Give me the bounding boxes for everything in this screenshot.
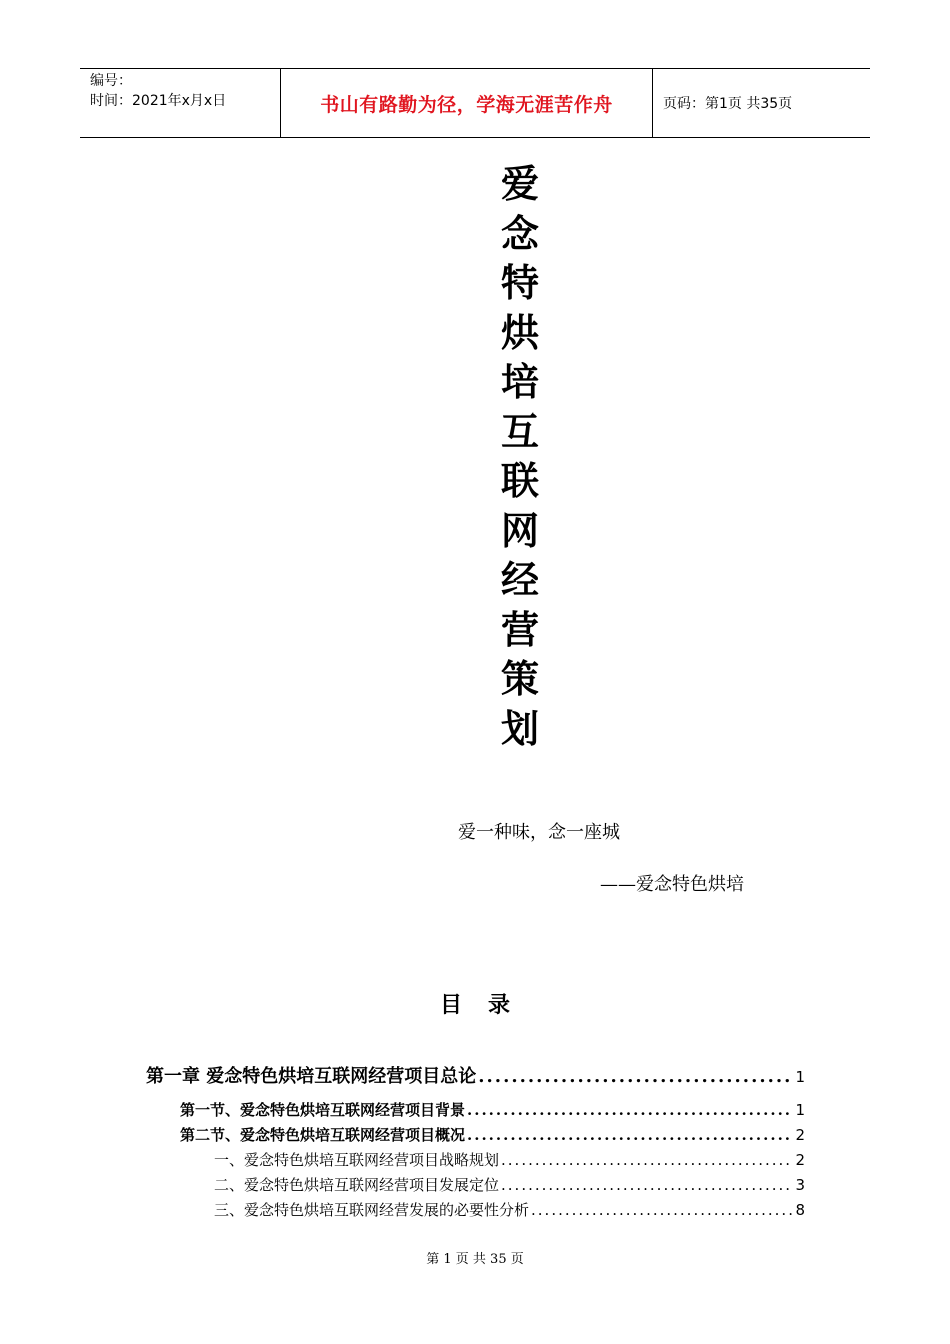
toc-entry-page: 3 [795,1176,805,1194]
toc-dot-leader [531,1201,793,1219]
time-label: 时间：2021年x月x日 [90,93,227,109]
toc-dot-leader [501,1176,793,1194]
document-header [80,68,870,138]
toc-title: 目录 [439,993,536,1018]
header-meta-cell [80,69,281,137]
number-label: 编号： [90,73,132,89]
toc-item-entry[interactable] [214,1149,805,1170]
toc-item-entry[interactable] [214,1199,805,1220]
toc-entry-page: 1 [795,1101,805,1119]
toc-dot-leader [467,1126,793,1144]
title-char: 划 [500,706,539,751]
title-char: 经 [500,558,539,602]
slogan: 爱一种味，念一座城 [458,822,620,843]
toc-chapter-entry[interactable] [146,1062,805,1088]
title-char: 爱 [500,162,539,206]
toc-entry-text: 第一节、爱念特色烘培互联网经营项目背景 [180,1101,466,1119]
toc-entry-text: 一、爱念特色烘培互联网经营项目战略规划 [214,1151,500,1169]
title-char: 培 [500,360,539,404]
page-footer: 第 1 页 共 35 页 [426,1252,524,1267]
toc-entry-text: 第二节、爱念特色烘培互联网经营项目概况 [180,1126,466,1144]
toc-dot-leader [478,1066,793,1087]
document-title [490,160,550,754]
toc-entry-page: 1 [795,1068,805,1086]
title-char: 营 [500,607,539,652]
toc-item-entry[interactable] [214,1174,805,1195]
title-char: 联 [500,459,539,503]
toc-section-entry[interactable] [180,1099,805,1120]
toc-entry-page: 2 [795,1126,805,1144]
toc-entry-page: 8 [795,1201,805,1219]
title-char: 互 [500,409,539,454]
title-char: 念 [500,211,539,256]
toc-dot-leader [501,1151,793,1169]
header-motto-cell [281,69,653,137]
toc-entry-text: 三、爱念特色烘培互联网经营发展的必要性分析 [214,1201,530,1219]
signature: ——爱念特色烘培 [600,874,744,895]
page-info: 页码：第1页 共35页 [663,96,793,112]
title-char: 特 [500,261,539,305]
toc-entry-page: 2 [795,1151,805,1169]
motto-text: 书山有路勤为径，学海无涯苦作舟 [320,93,613,116]
title-char: 网 [500,508,539,553]
title-char: 烘 [500,310,539,355]
toc-entry-text: 第一章 爱念特色烘培互联网经营项目总论 [146,1066,477,1087]
toc-entry-text: 二、爱念特色烘培互联网经营项目发展定位 [214,1176,500,1194]
toc-dot-leader [467,1101,793,1119]
title-char: 策 [500,657,539,701]
header-page-cell [653,69,870,137]
toc-section-entry[interactable] [180,1124,805,1145]
